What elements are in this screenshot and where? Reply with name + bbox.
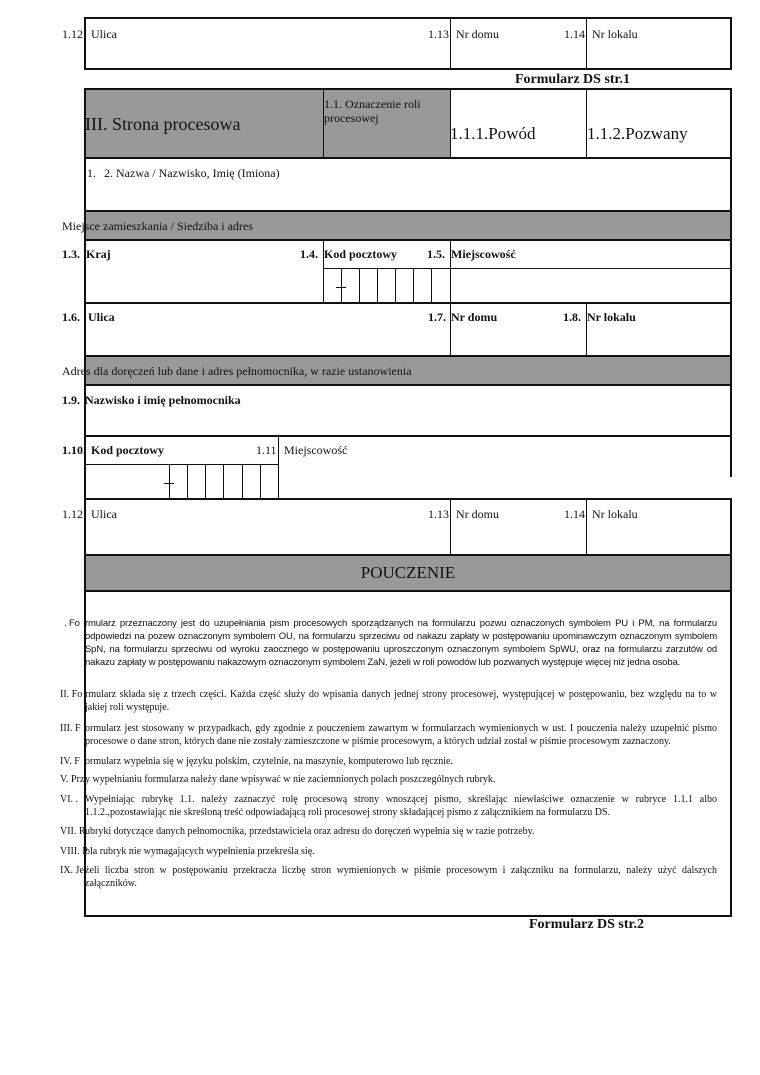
delivery-street-field[interactable]: Ulica xyxy=(91,507,117,521)
instruction-text: ormularz jest stosowany w przypadkach, gdy zgodnie z pouczeniem zawartym w formularzach wymienionych w ust. I pouczenia należy uzupełnić pismo procesowe o dane stron, których dane nie zostały zamieszczone w piśmie procesowym, a których udział został w piśmie procesowym zaznaczony. xyxy=(85,723,717,747)
instruction-item xyxy=(60,722,717,748)
divider xyxy=(323,268,731,269)
postal-dash-icon xyxy=(164,483,174,484)
role-label: 1.1. Oznaczenie roli procesowej xyxy=(324,97,421,125)
instruction-number: VI. . xyxy=(60,794,79,805)
instruction-item xyxy=(60,825,717,838)
field-number: 1.7. xyxy=(428,310,446,324)
field-number: 1.8. xyxy=(563,310,581,324)
postal-cell-divider xyxy=(413,268,414,303)
field-number: 1.14 xyxy=(564,507,585,521)
postal-cell-divider xyxy=(431,268,432,303)
role-option-plaintiff[interactable]: 1.1.1.Powód xyxy=(450,124,536,143)
instruction-item xyxy=(60,793,717,819)
divider xyxy=(586,499,587,555)
delivery-house-field[interactable]: Nr domu xyxy=(456,507,499,521)
attorney-row xyxy=(84,384,732,437)
house-number-field[interactable]: Nr domu xyxy=(451,310,498,324)
instruction-text: rmularz składa się z trzech części. Każda część służy do wpisania danych jednej strony procesowej, występującej w postępowaniu, bez względu na to w jakiej roli występuje. xyxy=(85,689,717,713)
instruction-text: ola rubryk nie wymagających wypełnienia przekreśla się. xyxy=(85,846,315,857)
address-block xyxy=(84,239,732,304)
instruction-number: IV. F xyxy=(60,756,80,767)
field-number: 1. xyxy=(87,166,96,180)
postal-cell-divider xyxy=(359,268,360,303)
instruction-text: ormularz wypełnia się w języku polskim, czytelnie, na maszynie, komputerowo lub ręcznie. xyxy=(85,756,453,767)
postal-cell-divider xyxy=(341,268,342,303)
field-number: 1.13 xyxy=(428,507,449,521)
instruction-item xyxy=(60,688,717,714)
divider xyxy=(84,435,732,437)
instruction-item xyxy=(60,617,717,669)
residence-header-label: Miejsce zamieszkania / Siedziba i adres xyxy=(62,219,253,233)
page-footer-1: Formularz DS str.1 xyxy=(515,72,630,87)
apartment-number-field[interactable]: Nr lokalu xyxy=(587,310,636,324)
instruction-text: ubryki dotyczące danych pełnomocnika, przedstawiciela oraz adresu do doręczeń wypełnia się w razie potrzeby. xyxy=(85,826,535,837)
field-number: 1.9. xyxy=(62,393,80,407)
role-option-defendant[interactable]: 1.1.2.Pozwany xyxy=(587,124,688,143)
divider xyxy=(450,499,451,555)
instruction-number: III. F xyxy=(60,723,81,734)
divider xyxy=(586,18,587,69)
field-number: 1.11 xyxy=(256,443,277,457)
postal-cell-divider xyxy=(169,464,170,499)
attorney-name-field[interactable]: Nazwisko i imię pełnomocnika xyxy=(85,393,241,407)
field-number: 1.5. xyxy=(427,247,445,261)
field-number: 1.14 xyxy=(564,27,585,41)
instruction-text: Wypełniając rubrykę 1.1. należy zaznaczyć rolę procesową strony wnoszącej pismo, skreślając niewłaściwe oznaczenie w rubryce 1.1.1 albo 1.1.2.,pozostawiając nie skreśloną treść odpowiadającą roli procesowej strony składającej pismo z załącznikiem na formularzu DS. xyxy=(85,794,717,818)
field-number: 1.13 xyxy=(428,27,449,41)
instruction-text: rmularz przeznaczony jest do uzupełniania pism procesowych sporządzanych na formularzu pozwu oznaczonych symbolem PU i PM, na formularzu odpowiedzi na pozew oznaczonym symbolem OU, na formularzu sprzeciwu od nakazu zapłaty w postępowaniu upominawczym oznaczonym symbolem SpN, na formularzu sprzeciwu od wyroku zaocznego w postępowaniu uproszczonym oznaczonym symbolem SpWU, oraz na formularzu zarzutów od nakazu zapłaty w postępowaniu nakazowym oznaczonym symbolem ZaN, jeżeli w roli powodów lub pozwanych występuje więcej niż jedna osoba. xyxy=(85,618,717,668)
city-field[interactable]: Miejscowość xyxy=(451,247,516,261)
country-field[interactable]: Kraj xyxy=(86,247,111,261)
instruction-item xyxy=(60,864,717,890)
p1-street-row xyxy=(84,17,732,70)
delivery-header-label: Adres dla doręczeń lub dane i adres pełnomocnika, w razie ustanowienia xyxy=(62,364,412,378)
postal-dash-icon xyxy=(336,287,346,288)
field-number: 1.12 xyxy=(62,27,83,41)
instruction-number: II. Fo xyxy=(60,689,83,700)
instruction-item xyxy=(60,773,717,786)
instruction-number: V. Prz xyxy=(60,774,85,785)
instruction-number: . Fo xyxy=(64,618,80,629)
instruction-item xyxy=(60,845,717,858)
divider xyxy=(278,436,279,499)
delivery-apartment-field[interactable]: Nr lokalu xyxy=(592,507,638,521)
delivery-postal-code-field[interactable]: Kod pocztowy xyxy=(91,443,164,457)
postal-cell-divider xyxy=(187,464,188,499)
postal-cell-divider xyxy=(377,268,378,303)
p1-street-field[interactable]: Ulica xyxy=(91,27,117,41)
postal-cell-divider xyxy=(205,464,206,499)
field-number: 1.4. xyxy=(300,247,318,261)
page-footer-2: Formularz DS str.2 xyxy=(529,917,644,932)
field-number: 1.6. xyxy=(62,310,80,324)
instruction-text: y wypełnianiu formularza należy dane wpisywać w nie zaciemnionych polach poszczególnych rubryk. xyxy=(85,774,496,785)
instruction-number: VIII. P xyxy=(60,846,88,857)
instruction-number: IX. Je xyxy=(60,865,84,876)
section-title: III. Strona procesowa xyxy=(85,114,241,134)
instruction-number: VII. R xyxy=(60,826,86,837)
street-field[interactable]: Ulica xyxy=(88,310,115,324)
name-field[interactable]: 2. Nazwa / Nazwisko, Imię (Imiona) xyxy=(104,166,280,180)
divider xyxy=(450,18,451,69)
divider xyxy=(85,464,278,465)
instruction-item xyxy=(60,755,717,768)
postal-code-field[interactable]: Kod pocztowy xyxy=(324,247,397,261)
instructions-title: POUCZENIE xyxy=(360,563,456,582)
field-number: 1.10. xyxy=(62,443,86,457)
field-number: 1.12 xyxy=(62,507,83,521)
postal-cell-divider xyxy=(242,464,243,499)
right-border xyxy=(730,435,732,477)
p1-apartment-field[interactable]: Nr lokalu xyxy=(592,27,638,41)
postal-cell-divider xyxy=(223,464,224,499)
postal-cell-divider xyxy=(260,464,261,499)
instruction-text: żeli liczba stron w postępowaniu przekracza liczbę stron wymienionych w piśmie procesowym i załączniku na formularzu, należy użyć dalszych załączników. xyxy=(85,865,717,889)
postal-cell-divider xyxy=(395,268,396,303)
field-number: 1.3. xyxy=(62,247,80,261)
delivery-city-field[interactable]: Miejscowość xyxy=(284,443,348,457)
p1-house-field[interactable]: Nr domu xyxy=(456,27,499,41)
